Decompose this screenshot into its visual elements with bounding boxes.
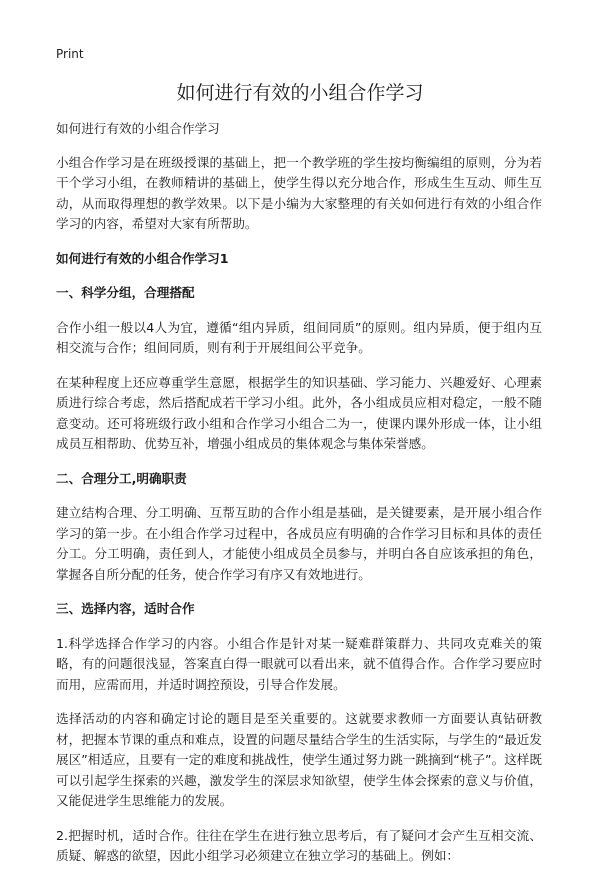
paragraph: 1.科学选择合作学习的内容。小组合作是针对某一疑难群策群力、共同攻克难关的策略，有的问题很浅显，答案直白得一眼就可以看出来，就不值得合作。合作学习要应时而用，应需而用，并适时调控预设，引导合作发展。 xyxy=(56,635,542,692)
document-subtitle: 如何进行有效的小组合作学习 xyxy=(56,121,220,136)
document-body xyxy=(56,119,542,881)
section-heading-2: 二、合理分工,明确职责 xyxy=(56,470,187,486)
paragraph: 2.把握时机，适时合作。往往在学生在进行独立思考后，有了疑问才会产生互相交流、质疑、解惑的欲望，因此小组学习必须建立在独立学习的基础上。例如： xyxy=(56,827,542,863)
paragraph-intro: 小组合作学习是在班级授课的基础上，把一个教学班的学生按均衡编组的原则，分为若干个学习小组，在教师精讲的基础上，使学生得以充分地合作，形成生生互动、师生互动，从而取得理想的教学效果。以下是小编为大家整理的有关如何进行有效的小组合作学习的内容，希望对大家有所帮助。 xyxy=(56,154,542,231)
section-heading-1: 一、科学分组，合理搭配 xyxy=(56,285,195,300)
section-heading-main: 如何进行有效的小组合作学习1 xyxy=(56,250,229,266)
print-link[interactable]: Print xyxy=(56,47,84,61)
paragraph: 建立结构合理、分工明确、互帮互助的合作小组是基础，是关键要素，是开展小组合作学习的第一步。在小组合作学习过程中，各成员应有明确的合作学习目标和具体的责任分工。分工明确，责任到人，才能使小组成员全员参与，并明白各自应该承担的角色，掌握各自所分配的任务，使合作学习有序又有效地进行。 xyxy=(56,505,542,582)
paragraph: 选择活动的内容和确定讨论的题目是至关重要的。这就要求教师一方面要认真钻研教材，把握本节课的重点和难点，设置的问题尽量结合学生的生活实际，与学生的“最近发展区”相适应，且要有一定的难度和挑战性，使学生通过努力跳一跳摘到“桃子”。这样既可以引起学生探索的兴趣，激发学生的深层求知欲望，使学生体会探索的意义与价值，又能促进学生思维能力的发展。 xyxy=(56,711,542,808)
section-heading-3: 三、选择内容，适时合作 xyxy=(56,601,195,616)
paragraph: 在某种程度上还应尊重学生意愿，根据学生的知识基础、学习能力、兴趣爱好、心理素质进行综合考虑，然后搭配成若干学习小组。此外，各小组成员应相对稳定，一般不随意变动。还可将班级行政小组和合作学习小组合二为一，使课内课外形成一体，让小组成员互相帮助、优势互补，增强小组成员的集体观念与集体荣誉感。 xyxy=(56,374,542,451)
paragraph: 合作小组一般以4人为宜，遵循“组内异质，组间同质”的原则。组内异质，便于组内互相交流与合作；组间同质，则有利于开展组间公平竞争。 xyxy=(56,319,542,355)
document-title: 如何进行有效的小组合作学习 xyxy=(176,82,424,104)
